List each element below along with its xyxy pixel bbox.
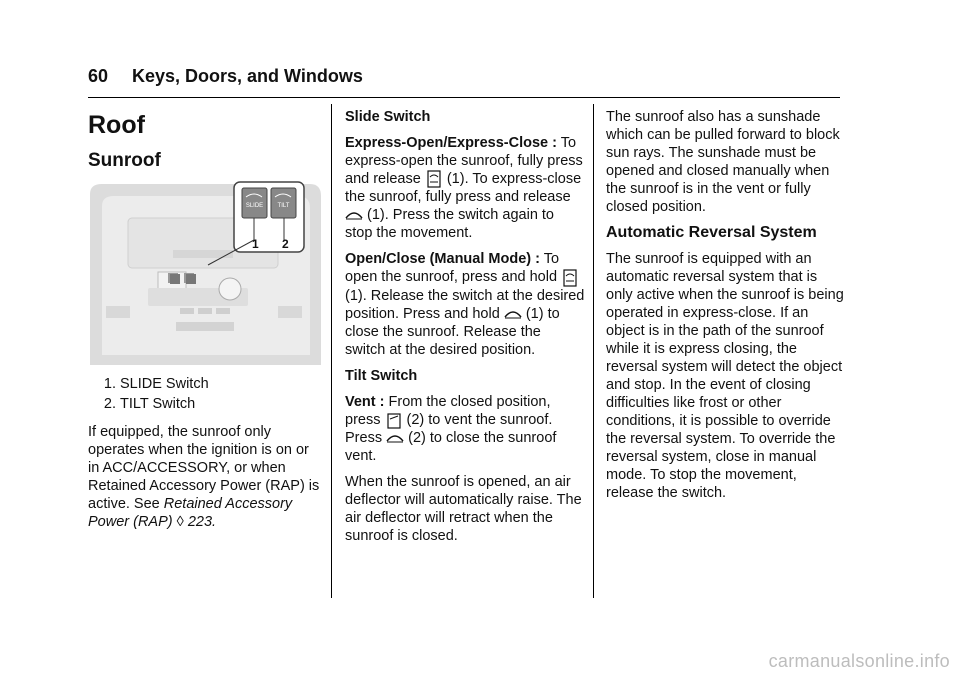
- vent-paragraph: Vent : From the closed position, press (2) to vent the sunroof. Press (2) to close the sunroof vent.: [345, 393, 557, 465]
- sunshade-paragraph: The sunroof also has a sunshade which can be pulled forward to block sun rays. The sunshade must be opened and closed manually when the sunroof is in the vent or fully closed position.: [606, 109, 840, 215]
- header-rule: [88, 97, 840, 98]
- legend-item-1: 1. SLIDE Switch: [120, 375, 323, 393]
- slide-close-icon: [504, 305, 522, 323]
- sunroof-switch-illustration: [88, 180, 323, 365]
- heading-roof: Roof: [88, 111, 145, 139]
- watermark: carmanualsonline.info: [768, 651, 950, 671]
- svg-text:TILT: TILT: [277, 203, 290, 209]
- slide-open-icon: [561, 269, 579, 287]
- rap-link[interactable]: Retained Accessory Power (RAP): [88, 496, 293, 530]
- automatic-reversal-paragraph: The sunroof is equipped with an automatic reversal system that is only active when the sunroof is being operated in express-close. If an object is in the path of the sunroof while it is express closing, the reversal system will detect the object and stop. In the event of closing difficulties like frost or other conditions, it is possible to override the reversal system. To override the reversal system, close in manual mode. To stop the movement, release the switch.: [606, 251, 844, 501]
- heading-automatic-reversal: Automatic Reversal System: [606, 224, 817, 241]
- tilt-close-icon: [386, 429, 404, 447]
- svg-text:2: 2: [282, 237, 289, 251]
- column-divider-1: [331, 104, 332, 598]
- column-divider-2: [593, 104, 594, 598]
- deflector-paragraph: When the sunroof is opened, an air deflector will automatically raise. The air deflector will retract when the sunroof is closed.: [345, 474, 582, 545]
- ignition-paragraph: If equipped, the sunroof only operates when the ignition is on or in ACC/ACCESSORY, or when Retained Accessory Power (RAP) is active. See Retained Accessory Power (RAP) ◊ 223.: [88, 424, 320, 530]
- page-header: [88, 66, 363, 87]
- heading-tilt-switch: Tilt Switch: [345, 367, 418, 384]
- svg-text:1: 1: [252, 237, 259, 251]
- manual-paragraph: Open/Close (Manual Mode) : To open the sunroof, press and hold (1). Release the switch at the desired position. Press and hold (1) to close the sunroof. Release the switch at the desired position.: [345, 251, 585, 358]
- heading-sunroof: Sunroof: [88, 150, 161, 171]
- slide-open-icon: [425, 170, 443, 188]
- express-paragraph: Express-Open/Express-Close : To express-open the sunroof, fully press and release (1). To express-close the sunroof, fully press and release (1). Press the switch again to stop the movement.: [345, 135, 583, 242]
- svg-text:SLIDE: SLIDE: [245, 203, 264, 209]
- column-2: [345, 108, 585, 553]
- slide-close-icon: [345, 206, 363, 224]
- column-3: [606, 108, 846, 510]
- column-1: [88, 104, 323, 539]
- rap-page-ref[interactable]: 223: [187, 514, 213, 530]
- tilt-vent-icon: [385, 411, 403, 429]
- heading-slide-switch: Slide Switch: [345, 109, 431, 125]
- page-number: 60: [88, 66, 109, 86]
- section-title: Keys, Doors, and Windows: [132, 66, 363, 86]
- figure-legend: [88, 375, 323, 413]
- legend-item-2: 2. TILT Switch: [120, 395, 323, 413]
